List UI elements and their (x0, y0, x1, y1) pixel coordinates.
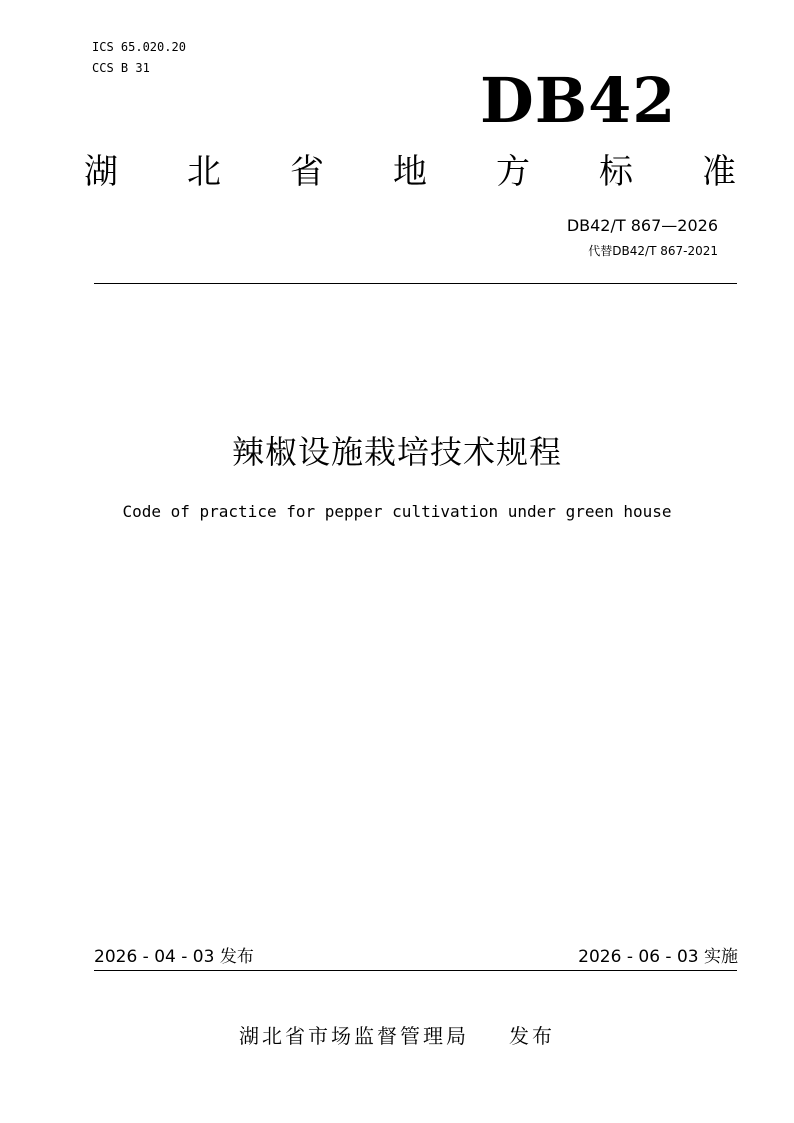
issuer-line (0, 1022, 794, 1050)
standard-code-logo: DB42 (480, 64, 677, 137)
bottom-divider (94, 970, 737, 971)
publish-date: 2026 - 04 - 03 发布 (94, 947, 254, 967)
implementation-date: 2026 - 06 - 03 实施 (578, 947, 738, 967)
standard-number: DB42/T 867—2026 (566, 216, 718, 235)
standard-type-char: 标 (599, 152, 633, 192)
standard-type-char: 湖 (84, 152, 118, 192)
top-divider (94, 283, 737, 284)
ics-code: ICS 65.020.20 (92, 40, 186, 54)
standard-type-char: 地 (393, 152, 427, 192)
standard-type-char: 准 (702, 152, 736, 192)
document-title: 辣椒设施栽培技术规程 (231, 433, 562, 471)
standard-type-char: 方 (496, 152, 530, 192)
standard-type (84, 150, 736, 194)
document-title-english: Code of practice for pepper cultivation under green house (122, 502, 672, 521)
issuer-action: 发布 (509, 1024, 555, 1048)
issuer-name: 湖北省市场监督管理局 (239, 1024, 469, 1048)
replaces-note: 代替DB42/T 867-2021 (588, 244, 718, 258)
standard-type-char: 省 (290, 152, 324, 192)
ccs-code: CCS B 31 (92, 61, 150, 75)
standard-type-char: 北 (187, 152, 221, 192)
